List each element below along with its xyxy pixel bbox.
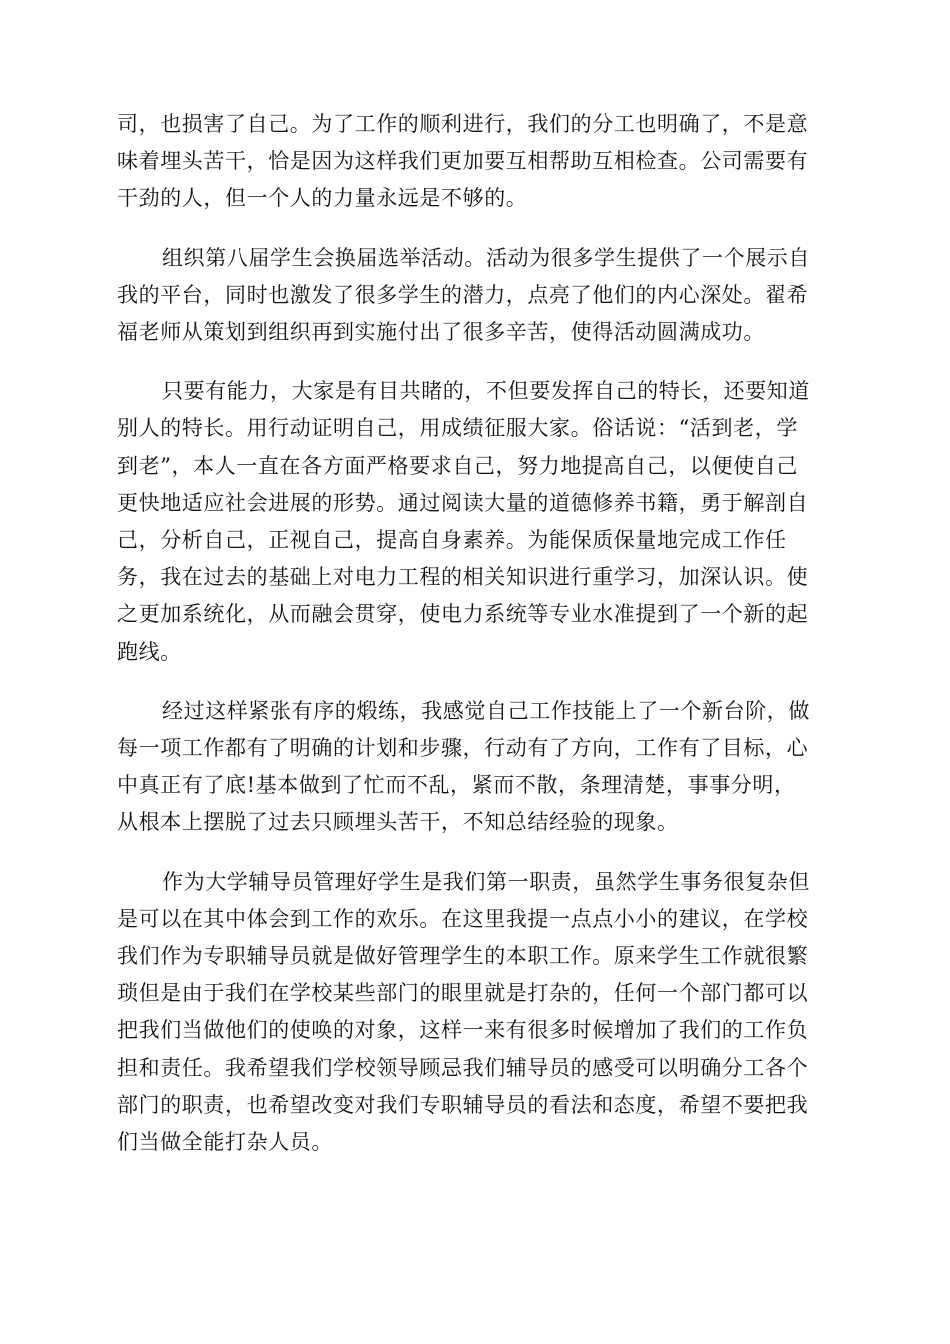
paragraph-line: 己，分析自己，正视自己，提高自身素养。为能保质保量地完成工作任 <box>117 528 787 553</box>
paragraph-line: 跑线。 <box>117 639 182 664</box>
paragraph-4 <box>117 693 833 842</box>
paragraph-line: 干劲的人，但一个人的力量永远是不够的。 <box>117 186 528 211</box>
paragraph-line: 别人的特长。用行动证明自己，用成绩征服大家。俗话说：“活到老，学 <box>117 416 798 441</box>
paragraph-line: 福老师从策划到组织再到实施付出了很多辛苦，使得活动圆满成功。 <box>117 320 765 345</box>
paragraph-line: 作为大学辅导员管理好学生是我们第一职责，虽然学生事务很复杂但 <box>162 869 810 894</box>
paragraph-line: 我们作为专职辅导员就是做好管理学生的本职工作。原来学生工作就很繁 <box>117 944 809 969</box>
paragraph-line: 更快地适应社会进展的形势。通过阅读大量的道德修养书籍，勇于解剖自 <box>117 490 809 515</box>
paragraph-line: 从根本上摆脱了过去只顾埋头苦干，不知总结经验的现象。 <box>117 810 679 835</box>
paragraph-line: 经过这样紧张有序的煅练，我感觉自己工作技能上了一个新台阶，做 <box>162 698 810 723</box>
paragraph-3 <box>117 373 833 671</box>
paragraph-line: 中真正有了底!基本做到了忙而不乱，紧而不散，条理清楚，事事分明， <box>117 773 796 798</box>
paragraph-line: 组织第八届学生会换届选举活动。活动为很多学生提供了一个展示自 <box>162 245 810 270</box>
paragraph-line: 只要有能力，大家是有目共睹的，不但要发挥自己的特长，还要知道 <box>162 379 810 404</box>
paragraph-1 <box>117 106 833 218</box>
paragraph-line: 之更加系统化，从而融会贯穿，使电力系统等专业水准提到了一个新的起 <box>117 602 809 627</box>
paragraph-line: 每一项工作都有了明确的计划和步骤，行动有了方向，工作有了目标，心 <box>117 736 809 761</box>
paragraph-line: 司，也损害了自己。为了工作的顺利进行，我们的分工也明确了，不是意 <box>117 112 809 136</box>
paragraph-line: 琐但是由于我们在学校某些部门的眼里就是打杂的，任何一个部门都可以 <box>117 981 809 1006</box>
paragraph-5 <box>117 864 833 1162</box>
paragraph-line: 我的平台，同时也激发了很多学生的潜力，点亮了他们的内心深处。翟希 <box>117 282 809 307</box>
paragraph-line: 们当做全能打杂人员。 <box>117 1130 333 1155</box>
paragraph-line: 把我们当做他们的使唤的对象，这样一来有很多时候增加了我们的工作负 <box>117 1018 809 1043</box>
paragraph-2 <box>117 240 833 352</box>
document-body <box>117 106 833 1183</box>
paragraph-line: 部门的职责，也希望改变对我们专职辅导员的看法和态度，希望不要把我 <box>117 1092 809 1117</box>
paragraph-line: 担和责任。我希望我们学校领导顾忌我们辅导员的感受可以明确分工各个 <box>117 1055 809 1080</box>
paragraph-line: 味着埋头苦干，恰是因为这样我们更加要互相帮助互相检查。公司需要有 <box>117 149 809 174</box>
paragraph-line: 是可以在其中体会到工作的欢乐。在这里我提一点点小小的建议，在学校 <box>117 906 809 931</box>
paragraph-line: 务，我在过去的基础上对电力工程的相关知识进行重学习，加深认识。使 <box>117 565 809 590</box>
paragraph-line: 到老”，本人一直在各方面严格要求自己，努力地提高自己，以便使自己 <box>117 453 798 478</box>
